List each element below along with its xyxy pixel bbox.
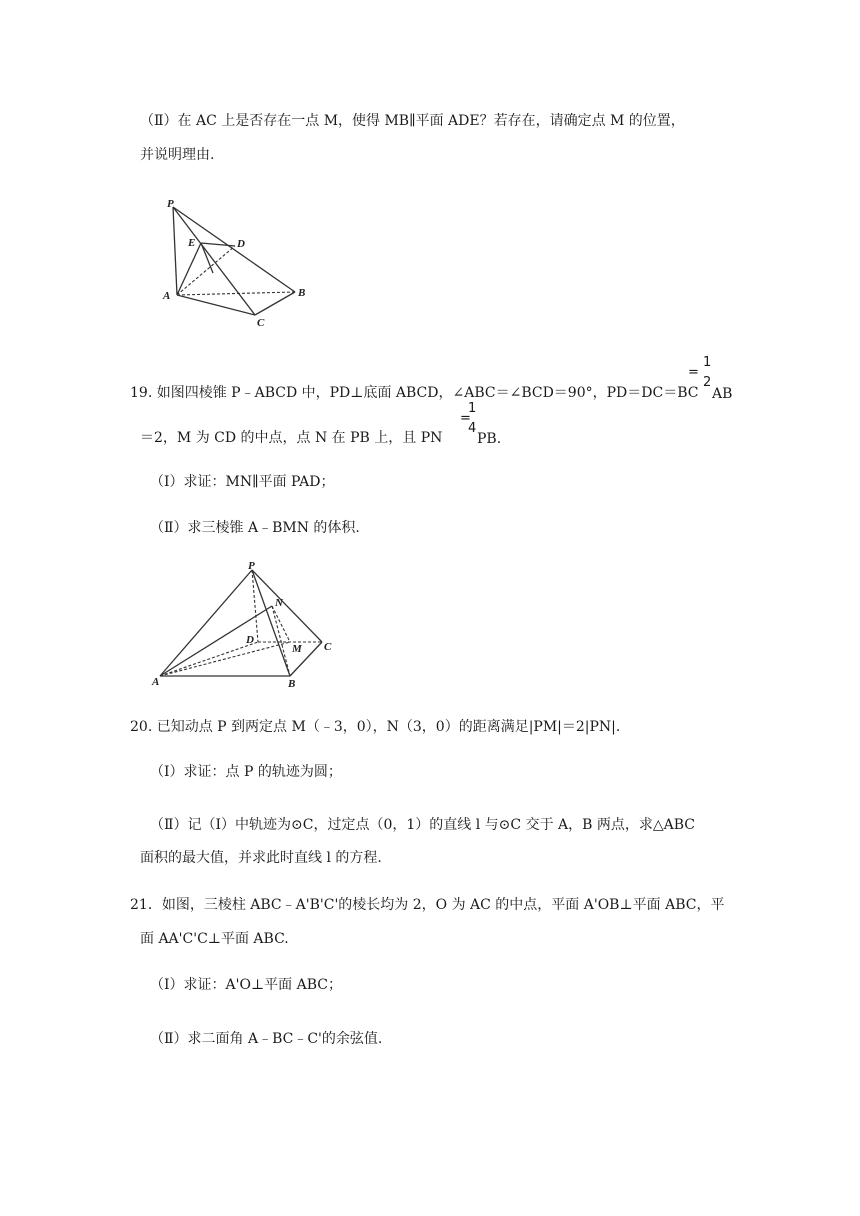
q19-label-c: C [324, 641, 332, 653]
q19-label-d: D [246, 634, 254, 646]
q19-figure [150, 560, 340, 692]
q21-line1: 21．如图，三棱柱 ABC﹣A'B'C'的棱长均为 2，O 为 AC 的中点，平面 A'OB⊥平面 ABC，平 [130, 897, 725, 913]
q18-label-d: D [237, 238, 245, 250]
q18-label-a: A [163, 290, 171, 302]
q19-frac2-den: 4 [468, 421, 477, 436]
q19-part2: （Ⅱ）求三棱锥 A﹣BMN 的体积. [150, 520, 360, 536]
q19-frac1-tail: AB [712, 386, 733, 402]
q19-frac2-num: 1 [468, 401, 477, 416]
q21-line2: 面 AA'C'C⊥平面 ABC. [140, 931, 289, 947]
q18-figure [155, 195, 320, 335]
q18-part2-line1: （Ⅱ）在 AC 上是否存在一点 M，使得 MB∥平面 ADE？若存在，请确定点 M 的位置， [140, 113, 685, 129]
q18-label-e: E [188, 237, 196, 249]
q21-part1: （Ⅰ）求证：A'O⊥平面 ABC； [150, 977, 342, 993]
q20-part1: （Ⅰ）求证：点 P 的轨迹为圆； [150, 764, 342, 780]
q18-part2-line2: 并说明理由. [140, 147, 215, 163]
q19-line1: 19. 如图四棱锥 P﹣ABCD 中，PD⊥底面 ABCD，∠ABC＝∠BCD＝90°，PD＝DC＝BC [130, 385, 699, 401]
q19-frac2-tail: PB. [477, 431, 502, 447]
q18-label-b: B [298, 287, 306, 299]
q21-part2: （Ⅱ）求二面角 A﹣BC﹣C'的余弦值. [150, 1031, 383, 1047]
q20-part2-line2: 面积的最大值，并求此时直线 l 的方程. [140, 850, 382, 866]
q20-part2-line1: （Ⅱ）记（Ⅰ）中轨迹为⊙C，过定点（0，1）的直线 l 与⊙C 交于 A，B 两点，求△ABC [150, 817, 696, 833]
q19-label-a: A [152, 676, 160, 688]
q19-frac1-eq: = [688, 365, 699, 380]
q19-frac1-num: 1 [703, 355, 712, 370]
q19-label-n: N [275, 597, 283, 609]
q18-label-p: P [167, 198, 174, 210]
q19-frac1-den: 2 [703, 375, 712, 390]
q18-label-c: C [257, 317, 265, 329]
q19-label-p: P [248, 560, 255, 572]
q19-label-m: M [292, 643, 302, 655]
q19-label-b: B [288, 678, 296, 690]
q20-line1: 20. 已知动点 P 到两定点 M（﹣3，0），N（3，0）的距离满足|PM|＝2|PN|. [130, 719, 621, 735]
q19-part1: （Ⅰ）求证：MN∥平面 PAD； [150, 474, 335, 490]
q19-frac2-eq: = [460, 411, 471, 426]
q19-line2: ＝2，M 为 CD 的中点，点 N 在 PB 上，且 PN [140, 430, 443, 446]
